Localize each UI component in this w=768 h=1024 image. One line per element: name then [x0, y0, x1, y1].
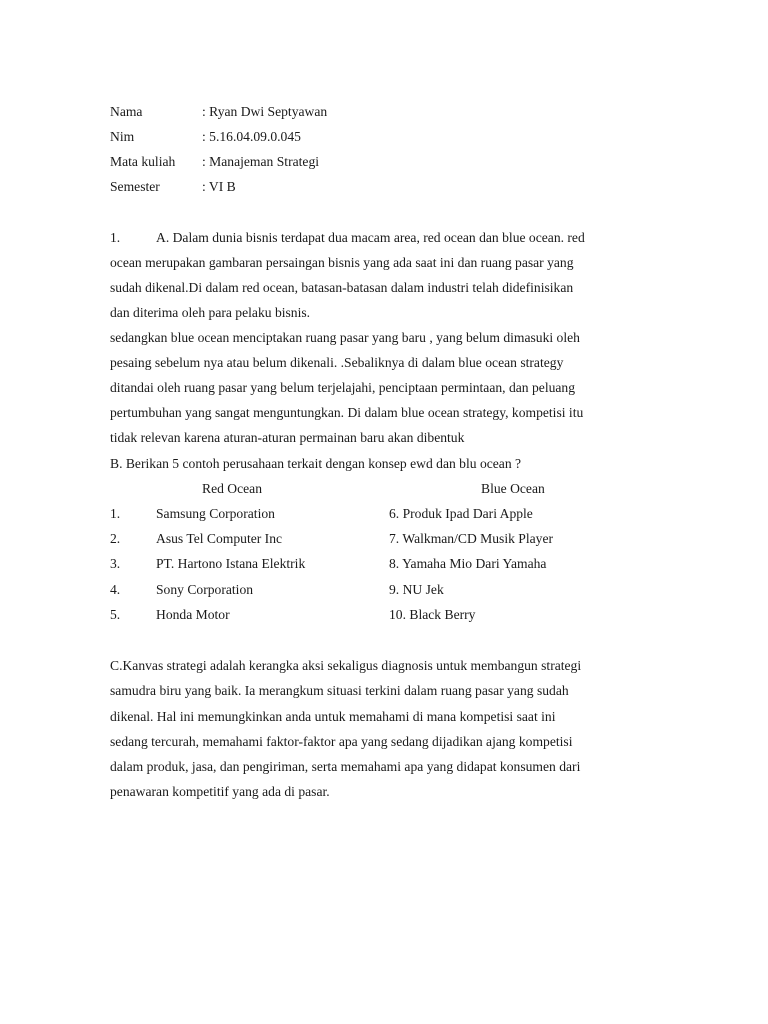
blue-ocean-company: 6. Produk Ipad Dari Apple [389, 506, 533, 521]
paragraph-line: A. Dalam dunia bisnis terdapat dua macam area, red ocean dan blue ocean. red [156, 230, 585, 245]
paragraph-line: C.Kanvas strategi adalah kerangka aksi sekaligus diagnosis untuk membangun strategi [110, 658, 582, 673]
red-ocean-company: Sony Corporation [156, 582, 254, 597]
name-label: Nama [110, 104, 143, 119]
paragraph-line: dan diterima oleh para pelaku bisnis. [110, 305, 311, 320]
list-number: 4. [110, 582, 121, 597]
list-number: 5. [110, 607, 121, 622]
list-number: 1. [110, 506, 121, 521]
nim-label: Nim [110, 129, 135, 144]
blue-ocean-header: Blue Ocean [481, 481, 545, 496]
nim-value: : 5.16.04.09.0.045 [202, 129, 301, 144]
semester-label: Semester [110, 179, 160, 194]
blue-ocean-company: 10. Black Berry [389, 607, 476, 622]
red-ocean-company: PT. Hartono Istana Elektrik [156, 556, 306, 571]
paragraph-line: sedangkan blue ocean menciptakan ruang pasar yang baru , yang belum dimasuki oleh [110, 330, 580, 345]
blue-ocean-company: 8. Yamaha Mio Dari Yamaha [389, 556, 547, 571]
paragraph-line: sedang tercurah, memahami faktor-faktor apa yang sedang dijadikan ajang kompetisi [110, 734, 573, 749]
paragraph-line: dalam produk, jasa, dan pengiriman, serta memahami apa yang didapat konsumen dari [110, 759, 581, 774]
section-b-question: B. Berikan 5 contoh perusahaan terkait dengan konsep ewd dan blu ocean ? [110, 456, 522, 471]
paragraph-line: pertumbuhan yang sangat menguntungkan. Di dalam blue ocean strategy, kompetisi itu [110, 405, 584, 420]
list-number: 2. [110, 531, 121, 546]
question-number: 1. [110, 230, 121, 245]
red-ocean-company: Samsung Corporation [156, 506, 275, 521]
blue-ocean-company: 9. NU Jek [389, 582, 444, 597]
paragraph-line: sudah dikenal.Di dalam red ocean, batasan-batasan dalam industri telah didefinisikan [110, 280, 574, 295]
course-value: : Manajeman Strategi [202, 154, 320, 169]
paragraph-line: ocean merupakan gambaran persaingan bisnis yang ada saat ini dan ruang pasar yang [110, 255, 574, 270]
semester-value: : VI B [202, 179, 236, 194]
name-value: : Ryan Dwi Septyawan [202, 104, 328, 119]
list-number: 3. [110, 556, 121, 571]
blue-ocean-company: 7. Walkman/CD Musik Player [389, 531, 554, 546]
red-ocean-company: Honda Motor [156, 607, 230, 622]
red-ocean-company: Asus Tel Computer Inc [156, 531, 283, 546]
paragraph-line: pesaing sebelum nya atau belum dikenali. .Sebaliknya di dalam blue ocean strategy [110, 355, 564, 370]
course-label: Mata kuliah [110, 154, 176, 169]
paragraph-line: dikenal. Hal ini memungkinkan anda untuk memahami di mana kompetisi saat ini [110, 709, 556, 724]
red-ocean-header: Red Ocean [202, 481, 263, 496]
paragraph-line: samudra biru yang baik. Ia merangkum situasi terkini dalam ruang pasar yang sudah [110, 683, 569, 698]
paragraph-line: tidak relevan karena aturan-aturan permainan baru akan dibentuk [110, 430, 465, 445]
paragraph-line: penawaran kompetitif yang ada di pasar. [110, 784, 330, 799]
paragraph-line: ditandai oleh ruang pasar yang belum terjelajahi, penciptaan permintaan, dan peluang [110, 380, 576, 395]
